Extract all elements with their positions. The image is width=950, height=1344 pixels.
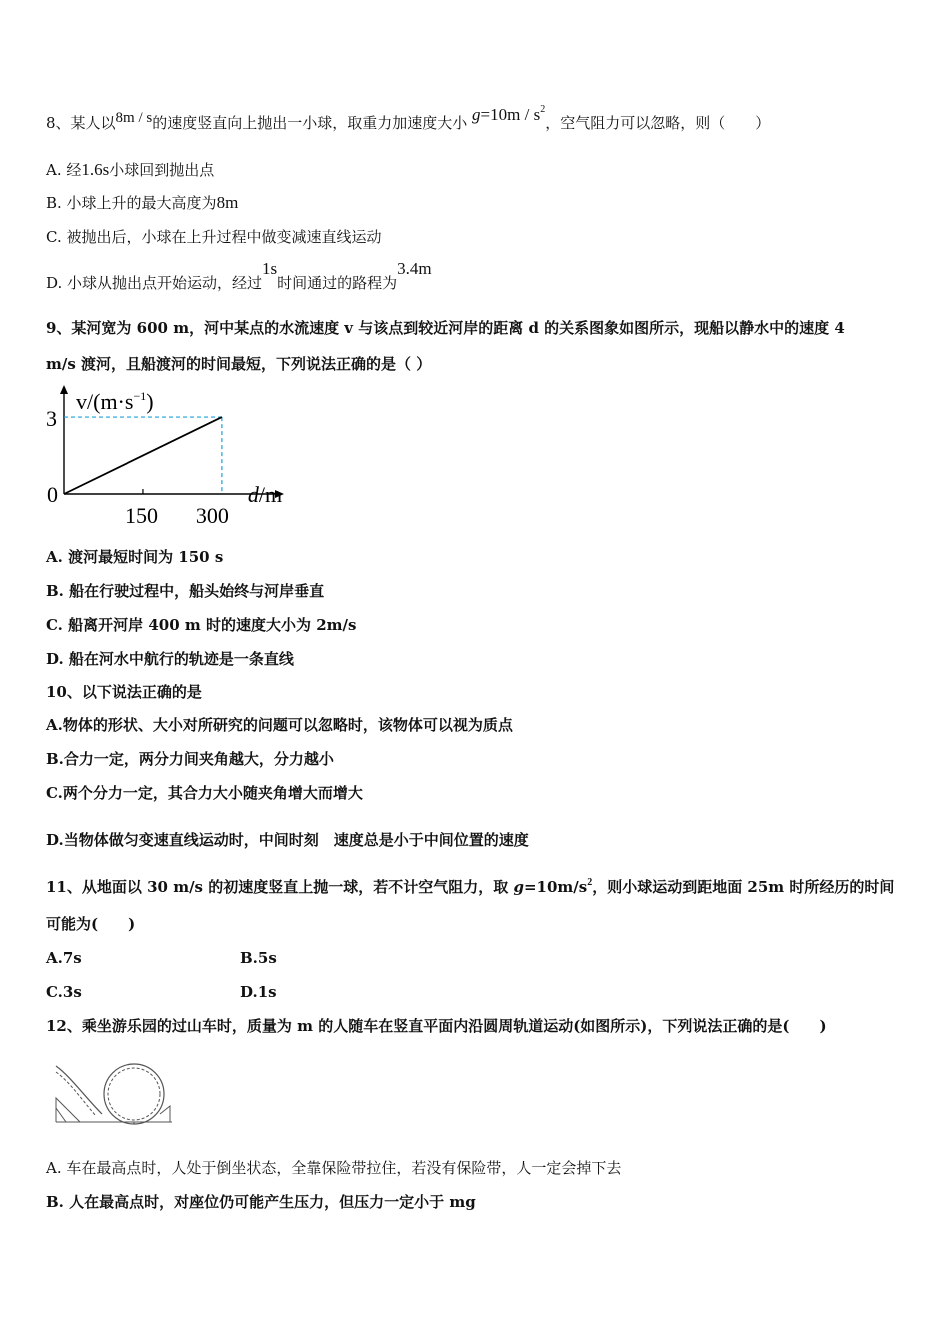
q10-option-d: D.当物体做匀变速直线运动时，中间时刻 速度总是小于中间位置的速度	[46, 831, 529, 849]
q12-option-b-text: B. 人在最高点时，对座位仍可能产生压力，但压力一定小于 mg	[46, 1193, 476, 1211]
x-tick-label-150: 150	[124, 503, 158, 528]
q9-option-d: D. 船在河水中航行的轨迹是一条直线	[46, 650, 294, 668]
x-axis-label: d/m	[247, 482, 283, 507]
q11-option-c: C.3s	[46, 983, 82, 1001]
roller-coaster-figure	[52, 1058, 177, 1128]
origin-label: 0	[47, 482, 58, 507]
q8-d-mid: 时间通过的路程为	[277, 274, 398, 292]
y-axis-label: $v/(m\cdot s^{-1})$	[76, 389, 154, 414]
q11-stem-prefix: 11、从地面以 30 m/s 的初速度竖直上抛一球，若不计空气阻力，取	[46, 878, 514, 896]
y-tick-label-3: 3	[46, 406, 57, 432]
q9-option-b: B. 船在行驶过程中，船头始终与河岸垂直	[46, 582, 325, 600]
q11-option-d: D.1s	[240, 983, 277, 1001]
q12-stem: 12、乘坐游乐园的过山车时，质量为 m 的人随车在竖直平面内沿圆周轨道运动(如图所示)，下列说法正确的是( )	[46, 1017, 827, 1035]
q8-d-value: 3.4m	[397, 259, 432, 278]
q11-stem-suffix: ，则小球运动到距地面 25m 时所经历的时间	[592, 878, 895, 896]
q10-option-c: C.两个分力一定，其合力大小随夹角增大而增大	[46, 784, 363, 802]
q11-stem-line2: 可能为( )	[46, 915, 136, 933]
support-right	[160, 1106, 170, 1122]
q11-g-symbol: g	[513, 878, 524, 896]
q8-stem-prefix: 8、某人以	[46, 114, 116, 132]
q8-a-prefix: A. 经	[46, 161, 82, 179]
q8-d-prefix: D. 小球从抛出点开始运动，经过	[46, 274, 263, 292]
q9-option-a: A. 渡河最短时间为 150 s	[46, 548, 224, 566]
q8-option-b	[46, 193, 238, 213]
q12-option-b	[46, 1192, 476, 1212]
q8-g-symbol: g	[472, 105, 481, 124]
y-axis-arrow	[60, 385, 68, 394]
q8-a-value: 1.6s	[81, 160, 110, 179]
entry-ramp	[56, 1066, 102, 1114]
q8-b-value: 8m	[216, 193, 239, 212]
q8-a-suffix: 小球回到抛出点	[109, 161, 215, 179]
q11-g-exponent: 2	[587, 877, 593, 888]
q8-stem-suffix: ，空气阻力可以忽略，则（ ）	[545, 114, 771, 132]
q8-b-prefix: B. 小球上升的最大高度为	[46, 194, 217, 212]
q11-stem-line1	[46, 877, 894, 900]
q11-option-b: B.5s	[240, 949, 277, 967]
loop-track-outer	[104, 1064, 164, 1124]
q8-option-d	[46, 259, 432, 293]
q9-option-c: C. 船离开河岸 400 m 时的速度大小为 2m/s	[46, 616, 357, 634]
q8-g-exponent: 2	[540, 104, 546, 115]
q8-d-time: 1s	[262, 259, 278, 278]
q8-option-c: C. 被抛出后，小球在上升过程中做变减速直线运动	[46, 228, 382, 246]
loop-track-dashed	[108, 1068, 160, 1120]
q8-stem-mid: 的速度竖直向上抛出一小球，取重力加速度大小	[152, 114, 468, 132]
q10-option-a: A.物体的形状、大小对所研究的问题可以忽略时，该物体可以视为质点	[46, 716, 513, 734]
velocity-distance-chart	[40, 383, 310, 533]
q12-option-a: A. 车在最高点时，人处于倒坐状态，全靠保险带拉住，若没有保险带，人一定会掉下去	[46, 1159, 622, 1177]
q8-option-a	[46, 160, 214, 180]
q8-g-value: =10m / s	[480, 105, 541, 124]
q11-g-value: =10m/s	[523, 878, 588, 896]
x-tick-label-300: 300	[195, 503, 229, 528]
q8-stem	[46, 104, 771, 136]
q11-option-a: A.7s	[46, 949, 82, 967]
q10-stem: 10、以下说法正确的是	[46, 683, 202, 701]
support-left	[56, 1098, 80, 1122]
series-line	[64, 417, 222, 494]
q9-stem-line2: m/s 渡河，且船渡河的时间最短，下列说法正确的是（ ）	[46, 355, 432, 373]
entry-ramp-dashed	[56, 1072, 96, 1116]
q9-stem-line1: 9、某河宽为 600 m，河中某点的水流速度 v 与该点到较近河岸的距离 d 的关系图象如图所示，现船以静水中的速度 4	[46, 319, 845, 337]
q10-option-b: B.合力一定，两分力间夹角越大，分力越小	[46, 750, 334, 768]
q8-speed: 8m / s	[115, 110, 153, 126]
